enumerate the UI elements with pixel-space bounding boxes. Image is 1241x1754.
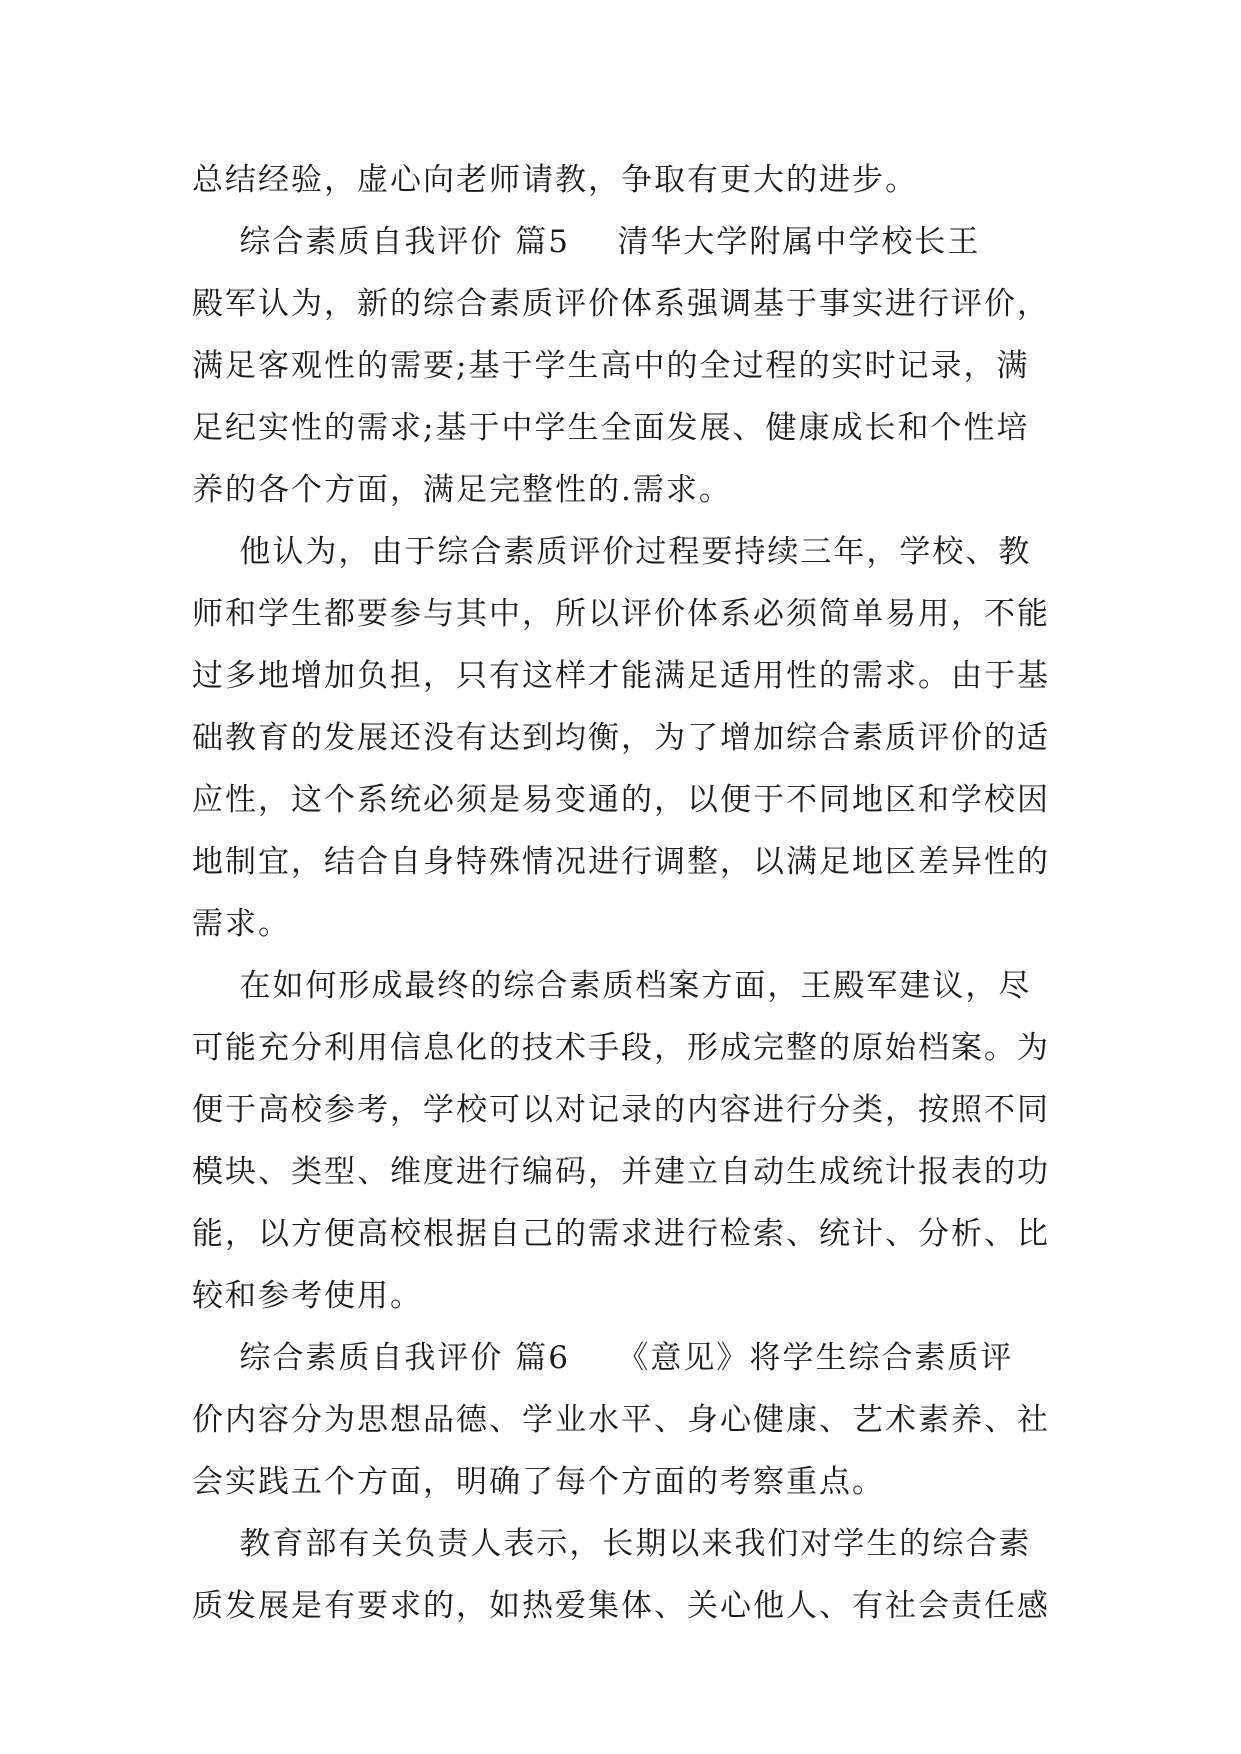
text-line: 养的各个方面，满足完整性的.需求。 xyxy=(192,472,732,508)
text-line: 质发展是有要求的，如热爱集体、关心他人、有社会责任感 xyxy=(192,1588,1050,1624)
text-line: 础教育的发展还没有达到均衡，为了增加综合素质评价的适 xyxy=(192,720,1050,756)
text-line: 足纪实性的需求;基于中学生全面发展、健康成长和个性培 xyxy=(192,410,1030,446)
text-line: 他认为，由于综合素质评价过程要持续三年，学校、教 xyxy=(192,534,1032,570)
text-line: 价内容分为思想品德、学业水平、身心健康、艺术素养、社 xyxy=(192,1402,1050,1438)
text-line: 总结经验，虚心向老师请教，争取有更大的进步。 xyxy=(192,162,918,198)
text-line: 能，以方便高校根据自己的需求进行检索、统计、分析、比 xyxy=(192,1216,1050,1252)
text-line: 会实践五个方面，明确了每个方面的考察重点。 xyxy=(192,1464,885,1500)
text-line: 便于高校参考，学校可以对记录的内容进行分类，按照不同 xyxy=(192,1092,1050,1128)
text-line: 过多地增加负担，只有这样才能满足适用性的需求。由于基 xyxy=(192,658,1050,694)
text-line: 综合素质自我评价 篇6 《意见》将学生综合素质评 xyxy=(192,1340,1014,1376)
text-line: 在如何形成最终的综合素质档案方面，王殿军建议，尽 xyxy=(192,968,1032,1004)
text-line: 应性，这个系统必须是易变通的，以便于不同地区和学校因 xyxy=(192,782,1050,818)
text-line: 需求。 xyxy=(192,906,291,942)
text-line: 综合素质自我评价 篇5 清华大学附属中学校长王 xyxy=(192,224,981,260)
text-line: 师和学生都要参与其中，所以评价体系必须简单易用，不能 xyxy=(192,596,1050,632)
text-line: 地制宜，结合自身特殊情况进行调整，以满足地区差异性的 xyxy=(192,844,1050,880)
text-line: 较和参考使用。 xyxy=(192,1278,423,1314)
text-line: 满足客观性的需要;基于学生高中的全过程的实时记录，满 xyxy=(192,348,1030,384)
text-line: 模块、类型、维度进行编码，并建立自动生成统计报表的功 xyxy=(192,1154,1050,1190)
text-line: 可能充分利用信息化的技术手段，形成完整的原始档案。为 xyxy=(192,1030,1050,1066)
text-line: 教育部有关负责人表示，长期以来我们对学生的综合素 xyxy=(192,1526,1032,1562)
text-line: 殿军认为，新的综合素质评价体系强调基于事实进行评价， xyxy=(192,286,1050,322)
